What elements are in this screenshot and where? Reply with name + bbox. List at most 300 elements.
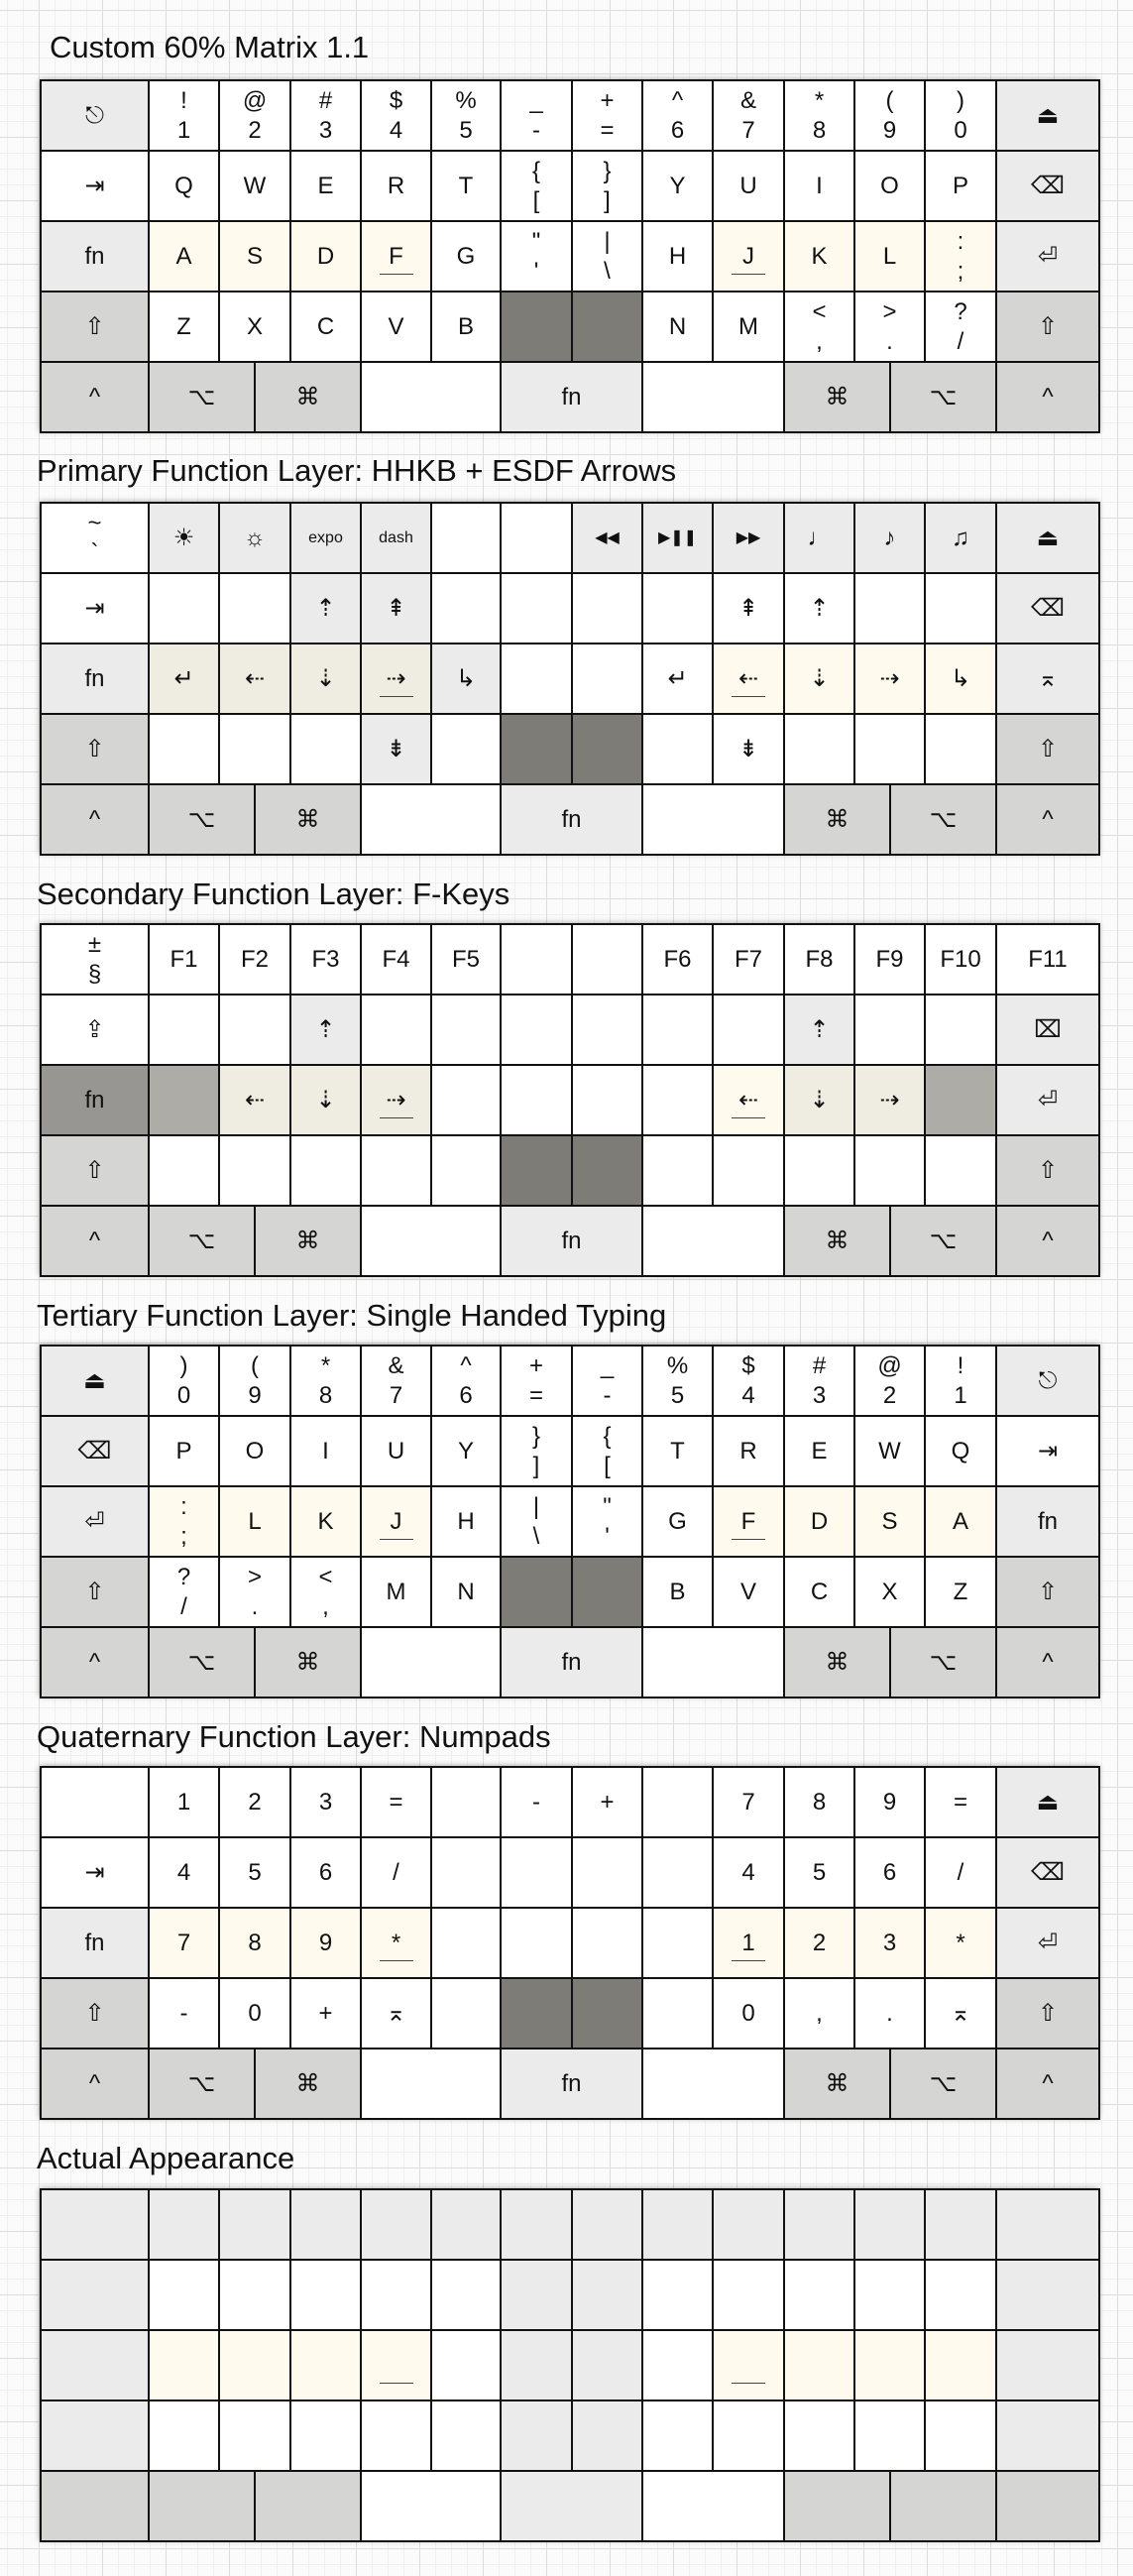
control-key[interactable] <box>995 783 1100 856</box>
key[interactable] <box>289 1485 362 1558</box>
up-arrow-key[interactable] <box>289 994 362 1066</box>
key[interactable] <box>641 1907 714 1979</box>
key[interactable] <box>853 994 926 1066</box>
key[interactable] <box>641 2259 714 2331</box>
home-key[interactable] <box>641 643 714 715</box>
key[interactable] <box>853 1345 926 1417</box>
key[interactable] <box>641 1134 714 1207</box>
key[interactable] <box>924 1556 997 1628</box>
key[interactable] <box>148 1345 220 1417</box>
key[interactable] <box>571 1836 643 1909</box>
key[interactable] <box>783 1766 855 1838</box>
key[interactable] <box>360 150 432 222</box>
control-key[interactable] <box>40 783 150 856</box>
left-arrow-key[interactable] <box>712 1064 785 1136</box>
tab-key[interactable] <box>40 572 150 644</box>
brightness-up-key[interactable] <box>148 502 220 574</box>
key[interactable] <box>712 2400 785 2472</box>
shift-key[interactable] <box>995 713 1100 785</box>
key[interactable] <box>430 1415 502 1487</box>
key[interactable] <box>148 1836 220 1909</box>
key[interactable] <box>783 2329 855 2401</box>
key[interactable] <box>40 1064 150 1136</box>
key[interactable] <box>430 2188 502 2261</box>
key[interactable] <box>360 994 432 1066</box>
key[interactable] <box>783 1485 855 1558</box>
key[interactable] <box>148 1766 220 1838</box>
control-key[interactable] <box>40 361 150 433</box>
eject-key[interactable] <box>995 1766 1100 1838</box>
key[interactable] <box>889 2470 997 2542</box>
tab-key[interactable] <box>40 1836 150 1909</box>
shift-key[interactable] <box>995 291 1100 363</box>
key[interactable] <box>289 1766 362 1838</box>
key[interactable] <box>924 220 997 293</box>
key[interactable] <box>712 291 785 363</box>
key[interactable] <box>40 2188 150 2261</box>
key[interactable] <box>500 1205 643 1277</box>
left-arrow-key[interactable] <box>218 643 291 715</box>
key[interactable] <box>360 1134 432 1207</box>
key[interactable] <box>40 1907 150 1979</box>
key[interactable] <box>500 783 643 856</box>
key[interactable] <box>853 2400 926 2472</box>
key[interactable] <box>500 2470 643 2542</box>
key[interactable] <box>712 79 785 152</box>
key[interactable] <box>40 2470 150 2542</box>
key[interactable] <box>571 2329 643 2401</box>
key[interactable] <box>641 923 714 995</box>
key[interactable] <box>430 1556 502 1628</box>
key[interactable] <box>783 1345 855 1417</box>
key[interactable] <box>430 1907 502 1979</box>
key[interactable] <box>853 572 926 644</box>
key[interactable] <box>148 713 220 785</box>
key[interactable] <box>571 1766 643 1838</box>
caps-lock-key[interactable] <box>40 994 150 1066</box>
key[interactable] <box>289 1134 362 1207</box>
enter-key[interactable] <box>995 643 1100 715</box>
key[interactable] <box>641 1064 714 1136</box>
key[interactable] <box>783 2470 891 2542</box>
backspace-key[interactable] <box>995 150 1100 222</box>
key[interactable] <box>571 1345 643 1417</box>
eject-key[interactable] <box>995 502 1100 574</box>
key[interactable] <box>148 1134 220 1207</box>
key[interactable] <box>218 150 291 222</box>
key[interactable] <box>289 2400 362 2472</box>
right-arrow-key[interactable] <box>853 643 926 715</box>
key[interactable] <box>148 923 220 995</box>
key[interactable] <box>641 291 714 363</box>
key[interactable] <box>218 2188 291 2261</box>
option-key[interactable] <box>889 361 997 433</box>
key[interactable] <box>571 2188 643 2261</box>
key[interactable] <box>289 1907 362 1979</box>
key[interactable] <box>40 1766 150 1838</box>
key[interactable] <box>712 1907 785 1979</box>
key[interactable] <box>783 2259 855 2331</box>
key[interactable] <box>853 79 926 152</box>
command-key[interactable] <box>783 1205 891 1277</box>
key[interactable] <box>148 1415 220 1487</box>
key[interactable] <box>500 2329 573 2401</box>
down-arrow-key[interactable] <box>289 1064 362 1136</box>
right-arrow-key[interactable] <box>360 1064 432 1136</box>
key[interactable] <box>924 1415 997 1487</box>
key[interactable] <box>360 2329 432 2401</box>
key[interactable] <box>924 1345 997 1417</box>
key[interactable] <box>853 713 926 785</box>
command-key[interactable] <box>254 2048 362 2120</box>
page-down-key[interactable] <box>712 713 785 785</box>
key[interactable] <box>148 994 220 1066</box>
key[interactable] <box>360 1836 432 1909</box>
key[interactable] <box>430 572 502 644</box>
key[interactable] <box>853 1836 926 1909</box>
key[interactable] <box>500 1907 573 1979</box>
key[interactable] <box>783 713 855 785</box>
key[interactable] <box>783 291 855 363</box>
key[interactable] <box>571 1907 643 1979</box>
shift-key[interactable] <box>995 1134 1100 1207</box>
key[interactable] <box>500 1556 573 1628</box>
key[interactable] <box>500 713 573 785</box>
key[interactable] <box>995 2400 1100 2472</box>
option-key[interactable] <box>889 1626 997 1698</box>
key[interactable] <box>853 1766 926 1838</box>
key[interactable] <box>289 150 362 222</box>
key[interactable] <box>571 1977 643 2049</box>
power-cycle-key[interactable] <box>995 1345 1100 1417</box>
key[interactable] <box>148 1485 220 1558</box>
key[interactable] <box>571 2400 643 2472</box>
key[interactable] <box>289 2259 362 2331</box>
key[interactable] <box>148 79 220 152</box>
key[interactable] <box>712 1415 785 1487</box>
key[interactable] <box>289 1836 362 1909</box>
key[interactable] <box>924 2259 997 2331</box>
key[interactable] <box>571 150 643 222</box>
key[interactable] <box>924 150 997 222</box>
key[interactable] <box>289 713 362 785</box>
key[interactable] <box>712 1485 785 1558</box>
clear-key[interactable] <box>995 994 1100 1066</box>
key[interactable] <box>571 713 643 785</box>
key[interactable] <box>148 2259 220 2331</box>
option-key[interactable] <box>889 1205 997 1277</box>
key[interactable] <box>783 923 855 995</box>
key[interactable] <box>218 994 291 1066</box>
key[interactable] <box>712 923 785 995</box>
return-key[interactable] <box>995 220 1100 293</box>
key[interactable] <box>924 713 997 785</box>
key[interactable] <box>218 1485 291 1558</box>
control-key[interactable] <box>40 1205 150 1277</box>
key[interactable] <box>289 2188 362 2261</box>
mute-key[interactable] <box>783 502 855 574</box>
key[interactable] <box>783 220 855 293</box>
backspace-key[interactable] <box>995 572 1100 644</box>
key[interactable] <box>430 1134 502 1207</box>
key[interactable] <box>712 1345 785 1417</box>
key[interactable] <box>924 1836 997 1909</box>
key[interactable] <box>712 2259 785 2331</box>
key[interactable] <box>712 994 785 1066</box>
tab-key[interactable] <box>40 150 150 222</box>
key[interactable] <box>853 2188 926 2261</box>
return-key[interactable] <box>995 1907 1100 1979</box>
key[interactable] <box>360 502 432 574</box>
end-key[interactable] <box>924 643 997 715</box>
shift-key[interactable] <box>40 1556 150 1628</box>
key[interactable] <box>783 2188 855 2261</box>
key[interactable] <box>924 291 997 363</box>
key[interactable] <box>641 2188 714 2261</box>
key[interactable] <box>571 1556 643 1628</box>
key[interactable] <box>571 2259 643 2331</box>
key[interactable] <box>430 502 502 574</box>
key[interactable] <box>500 291 573 363</box>
shift-key[interactable] <box>40 291 150 363</box>
key[interactable] <box>641 1836 714 1909</box>
key[interactable] <box>641 713 714 785</box>
key[interactable] <box>289 79 362 152</box>
command-key[interactable] <box>783 1626 891 1698</box>
key[interactable] <box>500 923 573 995</box>
key[interactable] <box>641 2400 714 2472</box>
key[interactable] <box>571 994 643 1066</box>
key[interactable] <box>500 2188 573 2261</box>
key[interactable] <box>218 1345 291 1417</box>
key[interactable] <box>783 1836 855 1909</box>
key[interactable] <box>712 2188 785 2261</box>
key[interactable] <box>360 1345 432 1417</box>
key[interactable] <box>924 79 997 152</box>
key[interactable] <box>500 220 573 293</box>
key[interactable] <box>360 2400 432 2472</box>
enter-key[interactable] <box>924 1977 997 2049</box>
right-arrow-key[interactable] <box>853 1064 926 1136</box>
space-right-key[interactable] <box>641 1626 785 1698</box>
key[interactable] <box>783 79 855 152</box>
key[interactable] <box>924 994 997 1066</box>
control-key[interactable] <box>40 1626 150 1698</box>
key[interactable] <box>40 923 150 995</box>
key[interactable] <box>641 1415 714 1487</box>
key[interactable] <box>712 220 785 293</box>
space-left-key[interactable] <box>360 1205 502 1277</box>
command-key[interactable] <box>254 783 362 856</box>
command-key[interactable] <box>783 2048 891 2120</box>
key[interactable] <box>924 2400 997 2472</box>
key[interactable] <box>924 1485 997 1558</box>
key[interactable] <box>289 220 362 293</box>
key[interactable] <box>289 1415 362 1487</box>
key[interactable] <box>571 1134 643 1207</box>
key[interactable] <box>289 923 362 995</box>
key[interactable] <box>360 1907 432 1979</box>
key[interactable] <box>571 572 643 644</box>
key[interactable] <box>430 1064 502 1136</box>
shift-key[interactable] <box>995 1556 1100 1628</box>
option-key[interactable] <box>148 2048 256 2120</box>
down-arrow-key[interactable] <box>783 643 855 715</box>
key[interactable] <box>641 1345 714 1417</box>
key[interactable] <box>148 220 220 293</box>
key[interactable] <box>853 2329 926 2401</box>
key[interactable] <box>571 291 643 363</box>
key[interactable] <box>500 572 573 644</box>
key[interactable] <box>430 1766 502 1838</box>
key[interactable] <box>218 1977 291 2049</box>
key[interactable] <box>218 1134 291 1207</box>
key[interactable] <box>289 291 362 363</box>
key[interactable] <box>853 923 926 995</box>
key[interactable] <box>360 79 432 152</box>
space-right-key[interactable] <box>641 783 785 856</box>
key[interactable] <box>853 1907 926 1979</box>
key[interactable] <box>641 994 714 1066</box>
key[interactable] <box>500 1977 573 2049</box>
key[interactable] <box>218 1415 291 1487</box>
key[interactable] <box>218 2400 291 2472</box>
option-key[interactable] <box>148 1205 256 1277</box>
key[interactable] <box>783 1977 855 2049</box>
home-key[interactable] <box>148 643 220 715</box>
key[interactable] <box>500 2259 573 2331</box>
key[interactable] <box>360 1485 432 1558</box>
key[interactable] <box>289 1977 362 2049</box>
key[interactable] <box>712 1766 785 1838</box>
key[interactable] <box>430 713 502 785</box>
key[interactable] <box>148 150 220 222</box>
left-arrow-key[interactable] <box>712 643 785 715</box>
key[interactable] <box>430 1977 502 2049</box>
key[interactable] <box>783 1134 855 1207</box>
key[interactable] <box>641 1485 714 1558</box>
space-left-key[interactable] <box>360 783 502 856</box>
key[interactable] <box>500 2048 643 2120</box>
key[interactable] <box>712 1556 785 1628</box>
key[interactable] <box>218 1907 291 1979</box>
space-left-key[interactable] <box>360 2048 502 2120</box>
key[interactable] <box>430 2400 502 2472</box>
key[interactable] <box>641 150 714 222</box>
key[interactable] <box>218 291 291 363</box>
key[interactable] <box>360 2188 432 2261</box>
key[interactable] <box>360 923 432 995</box>
key[interactable] <box>641 220 714 293</box>
key[interactable] <box>853 1977 926 2049</box>
key[interactable] <box>148 1556 220 1628</box>
eject-key[interactable] <box>995 79 1100 152</box>
key[interactable] <box>783 1415 855 1487</box>
key[interactable] <box>924 2329 997 2401</box>
space-right-key[interactable] <box>641 1205 785 1277</box>
key[interactable] <box>571 1415 643 1487</box>
key[interactable] <box>783 1556 855 1628</box>
key[interactable] <box>500 2400 573 2472</box>
key[interactable] <box>500 1415 573 1487</box>
return-key[interactable] <box>995 1064 1100 1136</box>
key[interactable] <box>430 1345 502 1417</box>
key[interactable] <box>218 1836 291 1909</box>
key[interactable] <box>853 220 926 293</box>
key[interactable] <box>995 2188 1100 2261</box>
up-arrow-key[interactable] <box>783 994 855 1066</box>
option-key[interactable] <box>148 1626 256 1698</box>
key[interactable] <box>500 1134 573 1207</box>
rewind-key[interactable] <box>571 502 643 574</box>
key[interactable] <box>995 1485 1100 1558</box>
key[interactable] <box>853 2259 926 2331</box>
key[interactable] <box>641 1556 714 1628</box>
key[interactable] <box>712 1134 785 1207</box>
shift-key[interactable] <box>995 1977 1100 2049</box>
command-key[interactable] <box>254 361 362 433</box>
command-key[interactable] <box>254 1626 362 1698</box>
control-key[interactable] <box>995 1205 1100 1277</box>
key[interactable] <box>360 1415 432 1487</box>
space-right-key[interactable] <box>641 2048 785 2120</box>
control-key[interactable] <box>995 361 1100 433</box>
space-right-key[interactable] <box>641 361 785 433</box>
key[interactable] <box>500 361 643 433</box>
key[interactable] <box>148 291 220 363</box>
key[interactable] <box>360 220 432 293</box>
key[interactable] <box>924 1134 997 1207</box>
key[interactable] <box>360 1766 432 1838</box>
tab-key[interactable] <box>995 1415 1100 1487</box>
key[interactable] <box>40 502 150 574</box>
key[interactable] <box>430 291 502 363</box>
key[interactable] <box>924 2188 997 2261</box>
key[interactable] <box>218 1766 291 1838</box>
key[interactable] <box>40 2259 150 2331</box>
backspace-key[interactable] <box>995 1836 1100 1909</box>
key[interactable] <box>289 2329 362 2401</box>
option-key[interactable] <box>148 361 256 433</box>
key[interactable] <box>430 2259 502 2331</box>
key[interactable] <box>500 643 573 715</box>
key[interactable] <box>500 79 573 152</box>
key[interactable] <box>500 1626 643 1698</box>
key[interactable] <box>40 220 150 293</box>
play-pause-key[interactable] <box>641 502 714 574</box>
key[interactable] <box>430 994 502 1066</box>
key[interactable] <box>500 994 573 1066</box>
key[interactable] <box>500 502 573 574</box>
key[interactable] <box>500 1485 573 1558</box>
volume-up-key[interactable] <box>924 502 997 574</box>
key[interactable] <box>783 150 855 222</box>
key[interactable] <box>783 1907 855 1979</box>
key[interactable] <box>218 923 291 995</box>
key[interactable] <box>853 150 926 222</box>
key[interactable] <box>924 1064 997 1136</box>
space-left-key[interactable] <box>360 2470 502 2542</box>
key[interactable] <box>430 2329 502 2401</box>
shift-key[interactable] <box>40 1134 150 1207</box>
key[interactable] <box>712 2329 785 2401</box>
return-key[interactable] <box>40 1485 150 1558</box>
up-arrow-key[interactable] <box>783 572 855 644</box>
key[interactable] <box>430 1836 502 1909</box>
key[interactable] <box>148 2400 220 2472</box>
backspace-key[interactable] <box>40 1415 150 1487</box>
key[interactable] <box>360 1556 432 1628</box>
